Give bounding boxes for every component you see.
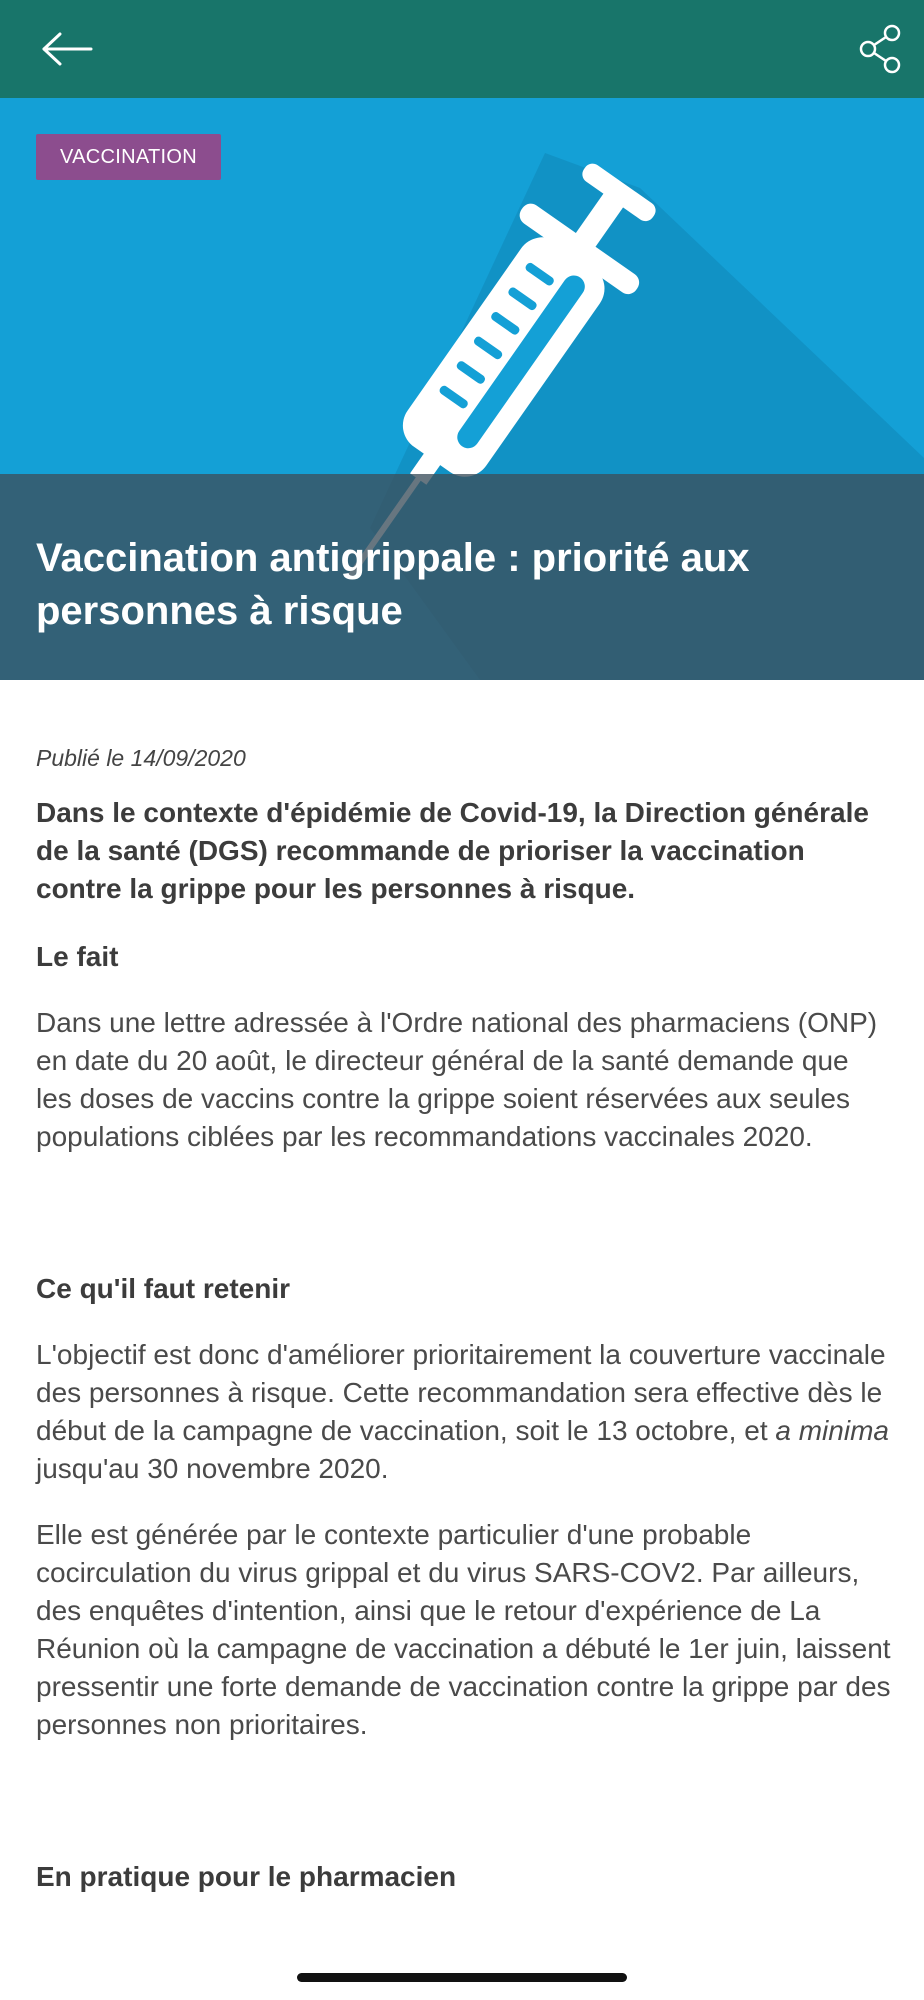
home-indicator[interactable]: [297, 1973, 627, 1982]
article-hero: [0, 98, 924, 680]
article-title: Vaccination antigrippale : priorité aux personnes à risque: [36, 536, 750, 633]
paragraph-text: L'objectif est donc d'améliorer prioritairement la couverture vaccinale des personnes à risque. Cette recommandation sera effective dès le début de la campagne de vaccination, soit le 13 octobre, et: [36, 1339, 886, 1446]
paragraph: [36, 1336, 905, 1488]
spacer: [36, 1156, 892, 1240]
paragraph: Elle est générée par le contexte particulier d'une probable cocirculation du virus grippal et du virus SARS-COV2. Par ailleurs, des enquêtes d'intention, ainsi que le retour d'expérience de La Réunion où la campagne de vaccination a débuté le 1er juin, laissent pressentir une forte demande de vaccination contre la grippe par des personnes non prioritaires.: [36, 1519, 891, 1740]
share-icon: [858, 23, 902, 75]
back-button[interactable]: [24, 14, 110, 84]
arrow-left-icon: [41, 32, 93, 66]
publication-date: Publié le 14/09/2020: [36, 745, 246, 771]
top-app-bar: [0, 0, 924, 98]
emphasis-text: a minima: [775, 1415, 889, 1446]
article-body: [36, 740, 905, 1896]
share-button[interactable]: [842, 14, 918, 84]
section-heading-retenir: Ce qu'il faut retenir: [36, 1273, 291, 1304]
spacer: [36, 1744, 892, 1828]
section-heading-le-fait: Le fait: [36, 941, 119, 972]
category-badge[interactable]: VACCINATION: [36, 134, 221, 180]
paragraph: Dans une lettre adressée à l'Ordre national des pharmaciens (ONP) en date du 20 août, le directeur général de la santé demande que les doses de vaccins contre la grippe soient réservées aux seules populations ciblées par les recommandations vaccinales 2020.: [36, 1007, 878, 1152]
article-lead: Dans le contexte d'épidémie de Covid-19, la Direction générale de la santé (DGS) recommande de prioriser la vaccination contre la grippe pour les personnes à risque.: [36, 797, 869, 904]
section-heading-pratique: En pratique pour le pharmacien: [36, 1861, 457, 1892]
paragraph-text: jusqu'au 30 novembre 2020.: [36, 1415, 905, 1484]
